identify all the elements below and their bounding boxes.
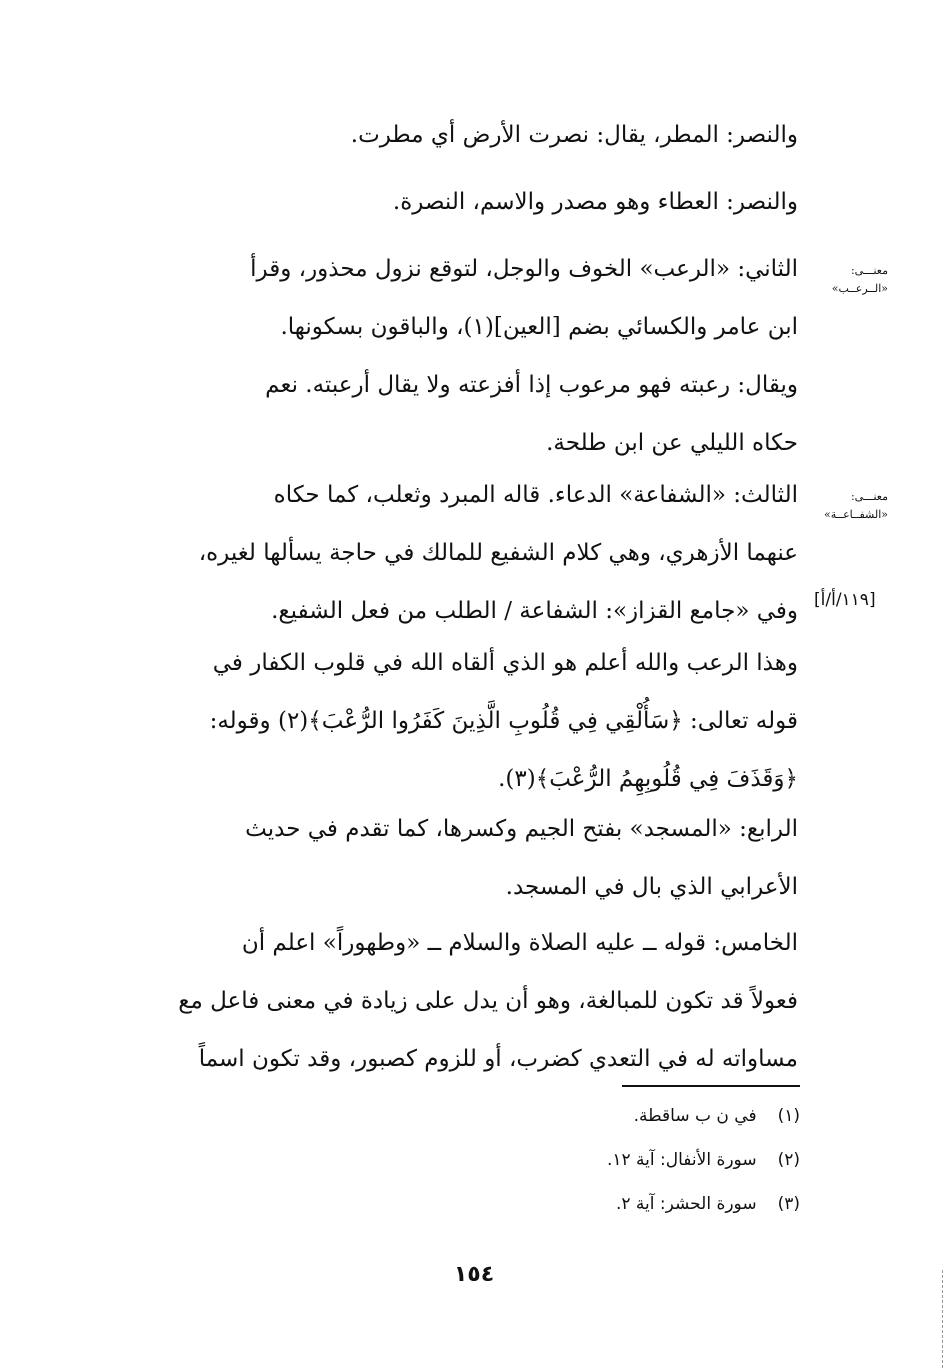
scan-edge-line	[942, 1270, 943, 1368]
text-line: الرابع: «المسجد» بفتح الجيم وكسرها، كما تقدم في حديث	[245, 816, 798, 842]
margin-note-term: «الــرعــب»	[831, 282, 888, 295]
text-line: قوله تعالى: ﴿سَأُلْقِي فِي قُلُوبِ الَّذِينَ كَفَرُوا الرُّعْبَ﴾(٢) وقوله:	[209, 708, 798, 734]
text-line: فعولاً قد تكون للمبالغة، وهو أن يدل على زيادة في معنى فاعل مع	[178, 988, 798, 1014]
text-line: الثالث: «الشفاعة» الدعاء. قاله المبرد وثعلب، كما حكاه	[273, 482, 798, 508]
text-line: والنصر: المطر، يقال: نصرت الأرض أي مطرت.	[350, 122, 798, 148]
footnote-number: (١)	[777, 1106, 800, 1126]
text-line: عنهما الأزهري، وهي كلام الشفيع للمالك في حاجة يسألها لغيره،	[198, 540, 798, 566]
text-line: وهذا الرعب والله أعلم هو الذي ألقاه الله في قلوب الكفار في	[212, 650, 798, 676]
text-line: الخامس: قوله ــ عليه الصلاة والسلام ــ «وطهوراً» اعلم أن	[241, 930, 798, 956]
footnote-2	[300, 1148, 800, 1172]
footnote-1	[300, 1104, 800, 1128]
text-line: وفي «جامع القزاز»: الشفاعة / الطلب من فعل الشفيع.	[271, 598, 798, 624]
margin-note-label: معنـــى:	[850, 264, 888, 277]
paragraph-third-shafaa	[128, 466, 798, 640]
text-line: ﴿وَقَذَفَ فِي قُلُوبِهِمُ الرُّعْبَ﴾(٣).	[498, 766, 798, 792]
footnote-3	[300, 1192, 800, 1216]
text-line: الأعرابي الذي بال في المسجد.	[505, 874, 798, 900]
margin-note-shafaa	[818, 488, 888, 524]
footnote-number: (٣)	[777, 1194, 800, 1214]
text-line: ابن عامر والكسائي بضم [العين](١)، والباقون بسكونها.	[280, 314, 798, 340]
paragraph-nasr-gift	[128, 173, 798, 231]
footnote-text: في ن ب ساقطة.	[633, 1106, 757, 1126]
paragraph-second-ruab	[128, 240, 798, 356]
text-line: الثاني: «الرعب» الخوف والوجل، لتوقع نزول محذور، وقرأ	[250, 256, 798, 282]
margin-note-ruab	[818, 262, 888, 298]
margin-note-label: معنـــى:	[850, 490, 888, 503]
text-line: والنصر: العطاء وهو مصدر والاسم، النصرة.	[392, 189, 798, 215]
footnote-text: سورة الأنفال: آية ١٢.	[606, 1150, 757, 1170]
text-line: حكاه الليلي عن ابن طلحة.	[546, 430, 798, 456]
text-line: ويقال: رعبته فهو مرعوب إذا أفزعته ولا يقال أرعبته. نعم	[265, 372, 798, 398]
paragraph-ruab-usage	[128, 356, 798, 472]
footnote-number: (٢)	[777, 1150, 800, 1170]
text-line: مساواته له في التعدي كضرب، أو للزوم كصبور، وقد تكون اسماً	[198, 1046, 798, 1072]
folio-reference: [١١٩/أ/أ]	[814, 590, 876, 610]
paragraph-nasr-rain	[128, 106, 798, 164]
footnote-text: سورة الحشر: آية ٢.	[615, 1194, 757, 1214]
paragraph-fourth-masjid	[128, 800, 798, 916]
margin-note-term: «الشفــاعــة»	[824, 508, 888, 521]
paragraph-ruab-quran	[128, 634, 798, 808]
paragraph-fifth-tahur	[128, 914, 798, 1088]
footnote-separator	[622, 1085, 800, 1087]
page-number: ١٥٤	[453, 1262, 495, 1287]
